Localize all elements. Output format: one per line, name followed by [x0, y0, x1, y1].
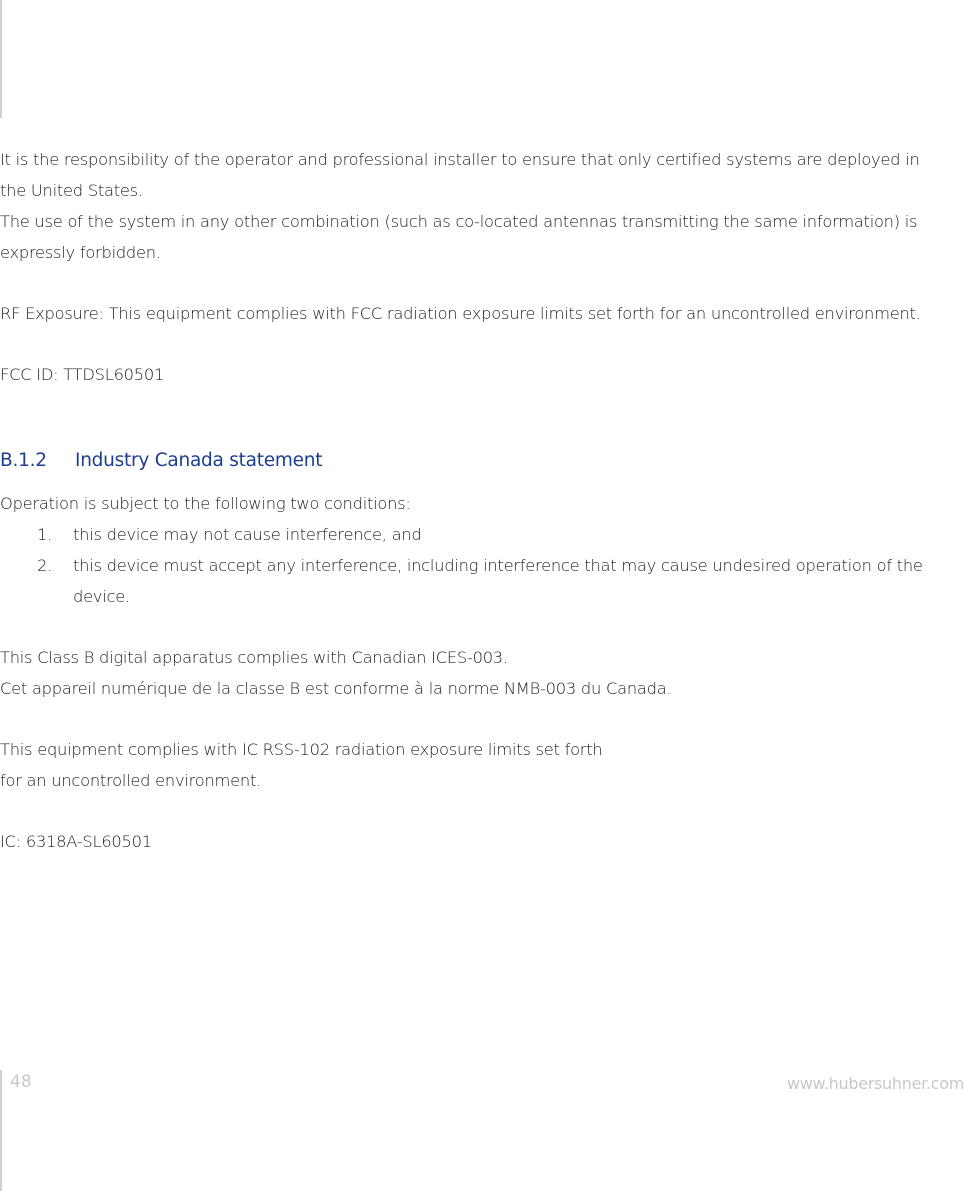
section-title: Industry Canada statement	[75, 450, 323, 471]
spacer	[0, 329, 948, 359]
list-item-text: this device must accept any interference, including interference that may cause undesired operation of the device.	[73, 556, 923, 606]
page-number: 48	[10, 1072, 32, 1092]
operator-responsibility-line-1: It is the responsibility of the operator and professional installer to ensure that only certified systems are deployed in	[0, 150, 920, 169]
spacer	[0, 390, 948, 445]
list-item	[0, 519, 948, 550]
combination-forbidden-line-2: expressly forbidden.	[0, 243, 161, 262]
class-b-statement-english: This Class B digital apparatus complies with Canadian ICES-003.	[0, 648, 508, 667]
combination-forbidden-line-1: The use of the system in any other combination (such as co-located antennas transmitting the same information) is	[0, 212, 918, 231]
spacer	[0, 704, 948, 734]
operator-responsibility-line-2: the United States.	[0, 181, 143, 200]
spacer	[0, 476, 948, 488]
class-b-statement-french: Cet appareil numérique de la classe B est conforme à la norme NMB-003 du Canada.	[0, 679, 672, 698]
spacer	[0, 796, 948, 826]
conditions-list	[0, 519, 948, 612]
list-marker: 2.	[37, 556, 53, 575]
footer-website-url: www.hubersuhner.com	[786, 1074, 964, 1093]
list-item	[0, 550, 948, 612]
fcc-id: FCC ID: TTDSL60501	[0, 365, 165, 384]
section-heading	[0, 445, 948, 476]
rf-exposure-statement: RF Exposure: This equipment complies with FCC radiation exposure limits set forth for an uncontrolled environment.	[0, 304, 921, 323]
conditions-intro: Operation is subject to the following two conditions:	[0, 494, 411, 513]
spacer	[0, 268, 948, 298]
spacer	[0, 612, 948, 642]
list-marker: 1.	[37, 525, 53, 544]
rss-102-statement-line-2: for an uncontrolled environment.	[0, 771, 262, 790]
ic-id: IC: 6318A-SL60501	[0, 832, 152, 851]
list-item-text: this device may not cause interference, and	[73, 525, 422, 544]
margin-rule-bottom	[0, 1070, 2, 1191]
rss-102-statement-line-1: This equipment complies with IC RSS-102 radiation exposure limits set forth	[0, 740, 603, 759]
section-number: B.1.2	[0, 450, 47, 471]
page-content	[0, 144, 948, 857]
margin-rule-top	[0, 0, 2, 118]
